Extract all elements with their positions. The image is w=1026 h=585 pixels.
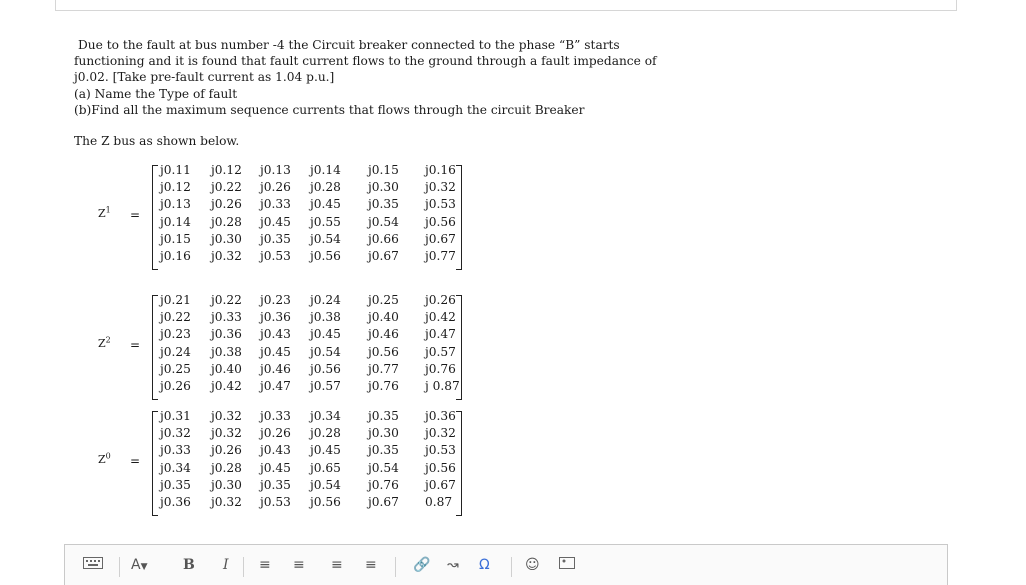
font-size-label: A: [131, 557, 141, 573]
matrix-cell: j0.67: [425, 231, 456, 246]
matrix-cell: j0.47: [425, 327, 456, 342]
matrix-cell: j0.54: [368, 214, 399, 229]
matrix-label-base: Z: [98, 452, 106, 466]
question-line-2: functioning and it is found that fault current flows to the ground through a fault impedance of: [74, 54, 657, 69]
matrix-cell: j0.45: [260, 460, 291, 475]
matrix-cell: j0.54: [368, 460, 399, 475]
question-line-5: (b)Find all the maximum sequence currents that flows through the circuit Breaker: [74, 102, 585, 117]
matrix-cell: 0.87: [425, 495, 453, 509]
matrix-cell: j0.33: [260, 197, 291, 212]
matrix-cell: j0.77: [425, 249, 456, 263]
matrix-cell: j0.34: [310, 409, 341, 423]
matrix-label: [98, 204, 111, 220]
matrix-cell: j0.35: [260, 231, 291, 246]
matrix-cell: j0.56: [310, 361, 341, 376]
matrix-cell: j0.54: [310, 477, 341, 492]
matrix-cell: j0.77: [368, 361, 399, 376]
matrix-cell: j0.32: [211, 426, 242, 441]
matrix-cell: j0.32: [425, 426, 456, 441]
equals-sign: =: [130, 337, 141, 352]
toolbar-divider: [395, 557, 396, 577]
matrix-cell: j0.24: [160, 344, 191, 359]
matrix-cell: j0.30: [211, 231, 242, 246]
question-line-1: Due to the fault at bus number -4 the Circuit breaker connected to the phase “B” starts: [78, 38, 620, 52]
matrix-cell: j0.26: [211, 443, 242, 458]
matrix-cell: j0.33: [260, 409, 291, 423]
matrix-cell: j0.30: [211, 477, 242, 492]
matrix-cell: j0.26: [260, 426, 291, 441]
matrix-label: [98, 334, 111, 350]
toolbar-divider: [119, 557, 120, 577]
matrix-cell: j0.67: [368, 495, 399, 509]
matrix-cell: j0.76: [368, 477, 399, 492]
matrix-cell: j0.43: [260, 327, 291, 342]
matrix-cell: j0.56: [425, 214, 456, 229]
matrix-label-superscript: 1: [105, 204, 111, 214]
matrix-cell: j0.45: [310, 443, 341, 458]
matrix-right-bracket: [456, 411, 462, 516]
matrix-cell: j0.32: [211, 409, 242, 423]
matrix-cell: j0.26: [160, 379, 191, 393]
matrix-cell: j0.45: [310, 197, 341, 212]
matrix-cell: j0.47: [260, 379, 291, 393]
matrix-cell: j0.36: [160, 495, 191, 509]
matrix-cell: j0.36: [260, 310, 291, 325]
matrix-cell: j0.76: [368, 379, 399, 393]
matrix-cell: j0.43: [260, 443, 291, 458]
editor-toolbar: [64, 544, 948, 585]
matrix-cell: j0.25: [160, 361, 191, 376]
matrix-cell: j0.42: [211, 379, 242, 393]
question-line-3: j0.02. [Take pre-fault current as 1.04 p.u.]: [74, 70, 335, 85]
matrix-cell: j0.38: [211, 344, 242, 359]
matrix-cell: j0.45: [310, 327, 341, 342]
matrix-cell: j0.56: [310, 495, 341, 509]
matrix-cell: j0.14: [160, 214, 191, 229]
matrix-cell: j0.36: [425, 409, 456, 423]
matrix-label-superscript: 2: [105, 334, 111, 344]
matrix-cell: j0.26: [425, 293, 456, 307]
numbered-list-icon[interactable]: ≡: [293, 557, 305, 573]
matrix-cell: j0.12: [211, 163, 242, 177]
matrix-cell: j0.32: [160, 426, 191, 441]
matrix-left-bracket: [152, 295, 158, 400]
matrix-cell: j0.42: [425, 310, 456, 325]
matrix-cell: j0.54: [310, 231, 341, 246]
matrix-cell: j0.13: [160, 197, 191, 212]
toolbar-divider: [511, 557, 512, 577]
matrix-cell: j0.65: [310, 460, 341, 475]
matrix-cell: j0.35: [368, 409, 399, 423]
matrix-cell: j0.28: [211, 460, 242, 475]
matrix-label: [98, 450, 111, 466]
matrix-cell: j0.28: [310, 426, 341, 441]
matrix-cell: j0.21: [160, 293, 191, 307]
matrix-cell: j0.34: [160, 460, 191, 475]
toolbar-divider: [243, 557, 244, 577]
font-size-icon[interactable]: A▼: [131, 557, 148, 573]
matrix-cell: j0.23: [260, 293, 291, 307]
matrix-cell: j0.16: [160, 249, 191, 263]
matrix-cell: j0.24: [310, 293, 341, 307]
emoji-icon[interactable]: ☺: [525, 557, 540, 573]
top-panel-border: [55, 0, 957, 11]
matrix-cell: j0.22: [211, 293, 242, 307]
matrix-cell: j0.26: [260, 180, 291, 195]
matrix-cell: j0.56: [425, 460, 456, 475]
matrix-cell: j0.53: [425, 443, 456, 458]
matrix-cell: j0.76: [425, 361, 456, 376]
matrix-cell: j0.54: [310, 344, 341, 359]
align-justify-icon[interactable]: ≡: [365, 557, 377, 573]
special-chars-icon[interactable]: Ω: [479, 557, 490, 573]
matrix-cell: j0.57: [310, 379, 341, 393]
matrix-cell: j0.45: [260, 344, 291, 359]
matrix-cell: j0.13: [260, 163, 291, 177]
matrix-cell: j0.36: [211, 327, 242, 342]
matrix-cell: j0.15: [160, 231, 191, 246]
matrix-cell: j0.35: [160, 477, 191, 492]
matrix-cell: j0.32: [211, 249, 242, 263]
matrix-cell: j0.57: [425, 344, 456, 359]
matrix-cell: j0.56: [310, 249, 341, 263]
matrix-cell: j0.33: [160, 443, 191, 458]
matrix-cell: j0.30: [368, 426, 399, 441]
matrix-cell: j0.40: [211, 361, 242, 376]
matrix-cell: j0.67: [368, 249, 399, 263]
matrix-cell: j0.32: [425, 180, 456, 195]
bold-label: B: [183, 557, 195, 573]
matrix-cell: j0.35: [260, 477, 291, 492]
matrix-cell: j0.40: [368, 310, 399, 325]
matrix-cell: j 0.87: [425, 379, 460, 393]
matrix-right-bracket: [456, 165, 462, 270]
matrix-cell: j0.67: [425, 477, 456, 492]
matrix-cell: j0.53: [260, 495, 291, 509]
matrix-label-base: Z: [98, 206, 106, 220]
matrix-cell: j0.28: [310, 180, 341, 195]
matrix-cell: j0.16: [425, 163, 456, 177]
matrix-cell: j0.53: [260, 249, 291, 263]
matrix-cell: j0.56: [368, 344, 399, 359]
matrix-cell: j0.33: [211, 310, 242, 325]
matrix-cell: j0.66: [368, 231, 399, 246]
equals-sign: =: [130, 453, 141, 468]
matrix-cell: j0.11: [160, 163, 191, 177]
matrix-cell: j0.22: [160, 310, 191, 325]
matrix-cell: j0.53: [425, 197, 456, 212]
matrix-cell: j0.28: [211, 214, 242, 229]
matrix-cell: j0.35: [368, 443, 399, 458]
matrix-cell: j0.14: [310, 163, 341, 177]
unlink-icon[interactable]: ↝: [447, 557, 459, 573]
matrix-left-bracket: [152, 411, 158, 516]
link-icon[interactable]: 🔗: [413, 557, 431, 573]
bullet-list-icon[interactable]: ≡: [259, 557, 271, 573]
matrix-label-superscript: 0: [105, 450, 111, 460]
matrix-cell: j0.55: [310, 214, 341, 229]
matrix-cell: j0.15: [368, 163, 399, 177]
matrix-cell: j0.12: [160, 180, 191, 195]
matrix-cell: j0.22: [211, 180, 242, 195]
matrix-cell: j0.26: [211, 197, 242, 212]
italic-label: I: [223, 557, 229, 573]
matrix-cell: j0.46: [260, 361, 291, 376]
matrix-cell: j0.45: [260, 214, 291, 229]
matrix-cell: j0.30: [368, 180, 399, 195]
equals-sign: =: [130, 207, 141, 222]
matrix-left-bracket: [152, 165, 158, 270]
matrix-cell: j0.35: [368, 197, 399, 212]
matrix-cell: j0.25: [368, 293, 399, 307]
matrix-cell: j0.46: [368, 327, 399, 342]
matrix-cell: j0.32: [211, 495, 242, 509]
question-line-4: (a) Name the Type of fault: [74, 86, 238, 101]
matrix-cell: j0.23: [160, 327, 191, 342]
matrix-label-base: Z: [98, 336, 106, 350]
matrix-cell: j0.38: [310, 310, 341, 325]
matrix-cell: j0.31: [160, 409, 191, 423]
zbus-intro: The Z bus as shown below.: [74, 134, 240, 148]
align-left-icon[interactable]: ≡: [331, 557, 343, 573]
question-text: [74, 37, 657, 118]
